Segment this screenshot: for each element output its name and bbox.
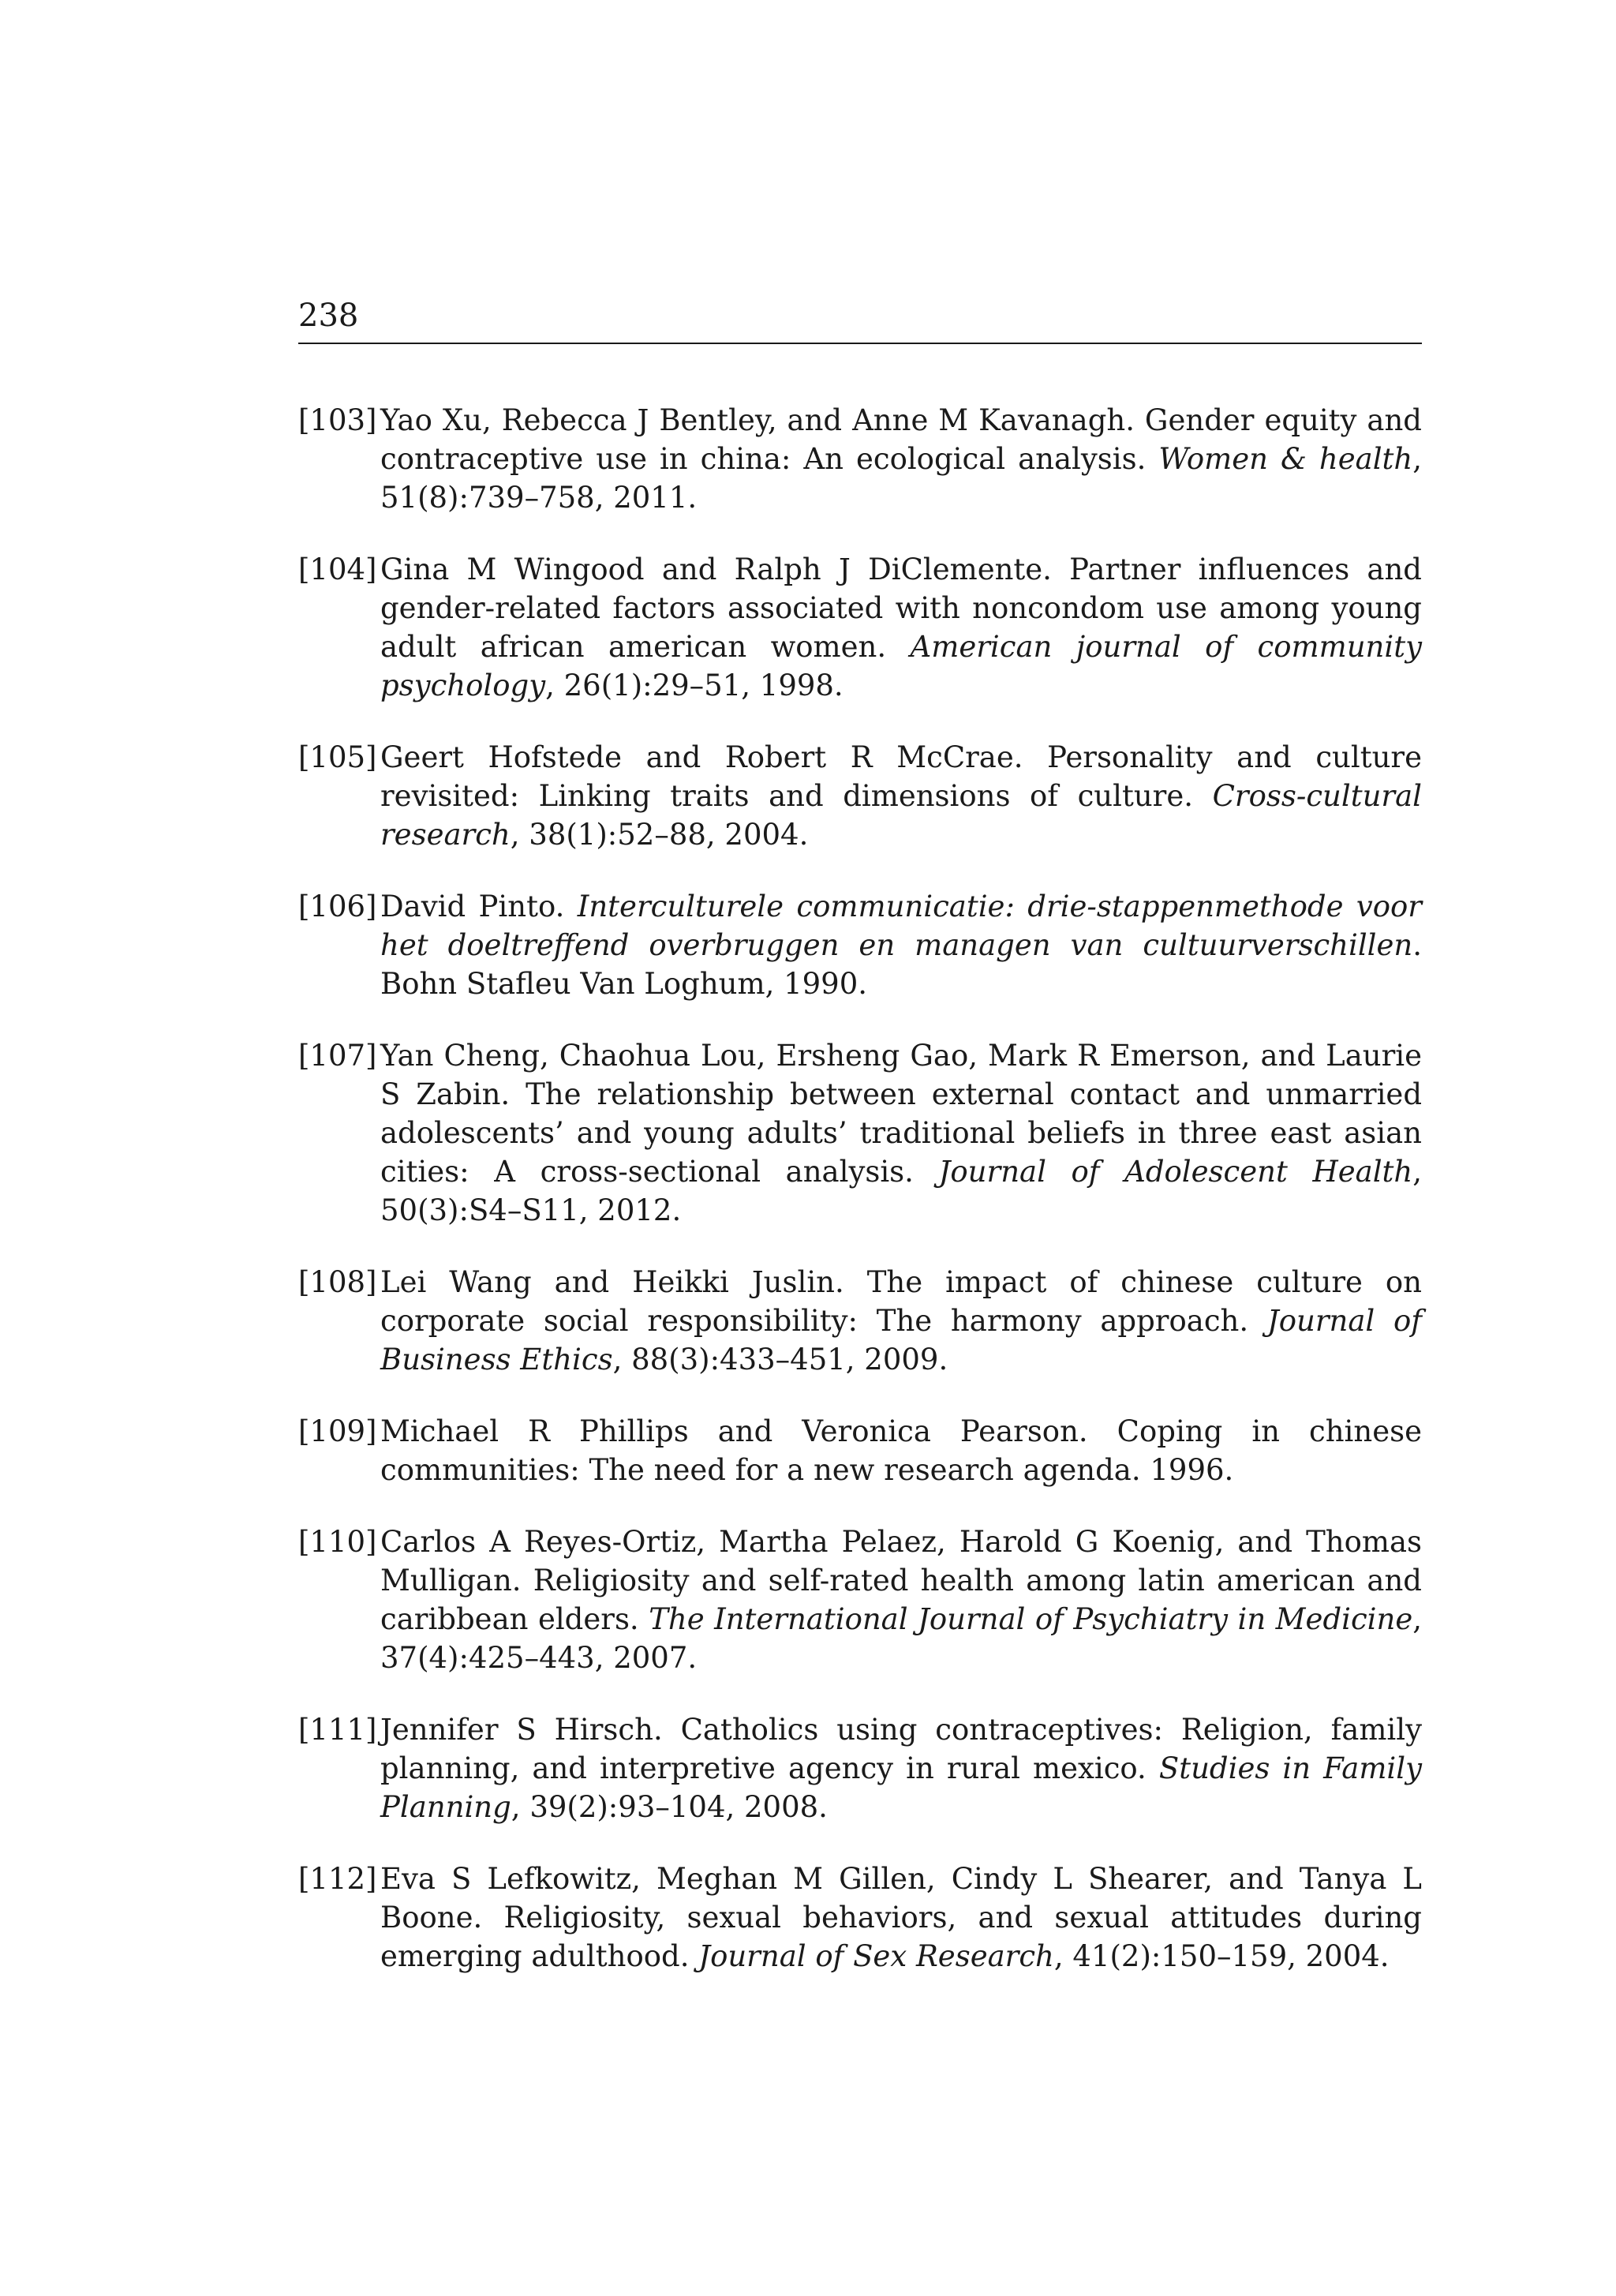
reference-venue: Interculturele communicatie: drie-stappenmethode voor het doeltreffend overbruggen en managen van cultuurverschillen [380,890,1422,962]
reference-label: [107] [298,1039,377,1073]
reference-list [298,401,1422,2009]
reference-label: [111] [298,1713,377,1747]
reference-venue: The International Journal of Psychiatry in Medicine [649,1602,1413,1636]
page-number: 238 [298,298,359,334]
reference-text: Eva S Lefkowitz, Meghan M Gillen, Cindy L Shearer, and Tanya L Boone. Religiosity, sexual behaviors, and sexual attitudes during emerging adulthood. [380,1862,1422,1973]
reference-details: , 41(2):150–159, 2004. [1053,1939,1390,1973]
reference-label: [110] [298,1525,377,1559]
reference-item [298,1036,1422,1230]
reference-venue: American journal of community psychology [380,630,1422,702]
reference-label: [105] [298,740,377,774]
reference-details: , 26(1):29–51, 1998. [545,669,844,702]
reference-details: , 39(2):93–104, 2008. [511,1790,828,1824]
reference-item [298,1263,1422,1379]
reference-item [298,1860,1422,1976]
reference-label: [104] [298,552,377,586]
reference-text: David Pinto. [380,890,578,923]
reference-details: , 37(4):425–443, 2007. [380,1602,1423,1675]
reference-venue: Studies in Family Planning [380,1751,1423,1824]
reference-text: Jennifer S Hirsch. Catholics using contraceptives: Religion, family planning, and interpretive agency in rural mexico. [380,1713,1422,1785]
reference-text: Michael R Phillips and Veronica Pearson. Coping in chinese communities: The need for a new research agenda. 1996. [380,1414,1422,1487]
reference-text: Carlos A Reyes-Ortiz, Martha Pelaez, Harold G Koenig, and Thomas Mulligan. Religiosity and self-rated health among latin american and caribbean elders. [380,1525,1422,1636]
reference-details: , 50(3):S4–S11, 2012. [380,1155,1422,1227]
reference-text: Yao Xu, Rebecca J Bentley, and Anne M Kavanagh. Gender equity and contraceptive use in china: An ecological analysis. [380,403,1422,476]
header-rule [298,343,1422,344]
reference-item [298,887,1422,1003]
reference-text: Lei Wang and Heikki Juslin. The impact of chinese culture on corporate social responsibility: The harmony approach. [380,1265,1422,1338]
reference-item [298,401,1422,517]
reference-label: [103] [298,403,377,437]
reference-text: Yan Cheng, Chaohua Lou, Ersheng Gao, Mark R Emerson, and Laurie S Zabin. The relationship between external contact and unmarried adolescents’ and young adults’ traditional beliefs in three east asian cities: A cross-sectional analysis. [380,1039,1422,1189]
reference-text: Geert Hofstede and Robert R McCrae. Personality and culture revisited: Linking traits and dimensions of culture. [380,740,1422,813]
reference-details: , 51(8):739–758, 2011. [380,442,1422,515]
reference-details: , 88(3):433–451, 2009. [612,1343,948,1376]
reference-label: [112] [298,1862,377,1896]
reference-venue: Journal of Sex Research [698,1939,1054,1973]
reference-item [298,1523,1422,1677]
reference-venue: Women & health [1158,442,1413,476]
reference-text: Gina M Wingood and Ralph J DiClemente. Partner influences and gender-related factors associated with noncondom use among young adult african american women. [380,552,1422,664]
reference-venue: Cross-cultural research [380,779,1422,852]
reference-label: [108] [298,1265,377,1299]
reference-item [298,1710,1422,1826]
reference-item [298,738,1422,854]
reference-label: [106] [298,890,377,923]
reference-label: [109] [298,1414,377,1448]
reference-details: , 38(1):52–88, 2004. [510,818,809,852]
reference-details: . Bohn Stafleu Van Loghum, 1990. [380,928,1422,1001]
reference-venue: Journal of Adolescent Health [938,1155,1413,1189]
reference-item [298,550,1422,705]
reference-venue: Journal of Business Ethics [380,1304,1422,1376]
reference-item [298,1412,1422,1489]
